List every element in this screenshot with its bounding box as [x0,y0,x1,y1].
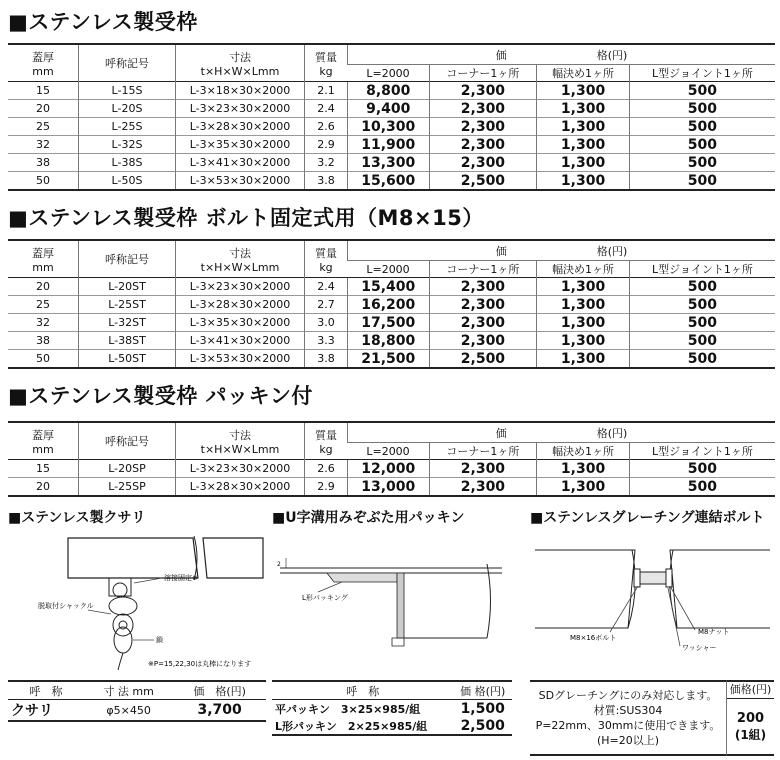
hdr-p3: 幅決め1ヶ所 [537,261,630,278]
table-cell: 2,300 [429,154,537,172]
table-cell: 1,300 [537,478,630,497]
table-cell: 8,800 [348,82,430,100]
table-row [8,350,775,369]
hdr-dim: 寸法 t×H×W×Lmm [176,422,305,460]
table-cell: 15,400 [348,278,430,296]
table-cell: L-3×23×30×2000 [176,100,305,118]
table-cell: 1,300 [537,172,630,191]
hdr-p2: コーナー1ヶ所 [429,261,537,278]
hdr-thickness: 蓋厚 mm [32,246,54,274]
table-cell: 2,300 [429,314,537,332]
table-row [8,296,775,314]
table-cell: 15 [8,460,79,478]
table-cell: 1,300 [537,154,630,172]
chain-hdr-price: 価 格(円) [193,684,246,698]
table-cell: 500 [629,478,775,497]
table-cell: 3.8 [305,350,348,369]
table-cell: 13,000 [348,478,430,497]
hdr-price: 価 格(円) [348,240,776,261]
table-cell: 500 [629,154,775,172]
chain-dim: φ5×450 [84,700,173,722]
bolt-label-washer: ワッシャー [682,644,717,652]
table-cell: 12,000 [348,460,430,478]
table-cell: L-3×53×30×2000 [176,350,305,369]
hdr-weight: 質量 kg [305,422,348,460]
hdr-p4: L型ジョイント1ヶ所 [629,261,775,278]
hdr-code: 呼称記号 [79,44,176,82]
table-cell: L-3×28×30×2000 [176,118,305,136]
table-cell: 2,300 [429,296,537,314]
table-cell: L-25SP [79,478,176,497]
table-cell: 2.4 [305,278,348,296]
table-cell: 2.1 [305,82,348,100]
table-cell: L-3×23×30×2000 [176,460,305,478]
table-cell: 21,500 [348,350,430,369]
packing-price: 2,500 [453,717,512,735]
table-cell: 2,300 [429,278,537,296]
table-cell: L-32S [79,136,176,154]
table-cell: 500 [629,118,775,136]
price-table-1 [8,43,775,191]
table-cell: L-20SP [79,460,176,478]
table-cell: L-3×18×30×2000 [176,82,305,100]
table-row [8,100,775,118]
table-cell: 2,500 [429,172,537,191]
table-cell: 500 [629,82,775,100]
table-cell: L-3×28×30×2000 [176,478,305,497]
hdr-dim: 寸法 t×H×W×Lmm [176,240,305,278]
table-cell: 500 [629,100,775,118]
table-cell: 15 [8,82,79,100]
table-cell: 16,200 [348,296,430,314]
table-cell: 3.0 [305,314,348,332]
table-cell: 500 [629,350,775,369]
table-cell: 2,300 [429,100,537,118]
bolt-label-bolt: M8×16ボルト [570,634,617,642]
hdr-p1: L=2000 [348,443,430,460]
hdr-thickness: 蓋厚 mm [32,50,54,78]
table-cell: L-38S [79,154,176,172]
table-cell: 32 [8,136,79,154]
table-cell: 1,300 [537,100,630,118]
table-cell: L-25ST [79,296,176,314]
table-cell: 38 [8,332,79,350]
table-cell: 500 [629,172,775,191]
table-cell: 2,500 [429,350,537,369]
table-cell: L-15S [79,82,176,100]
hdr-p4: L型ジョイント1ヶ所 [629,443,775,460]
table-row [8,314,775,332]
table-cell: L-32ST [79,314,176,332]
table-cell: L-50ST [79,350,176,369]
table-cell: 2.6 [305,118,348,136]
hdr-weight: 質量 kg [305,240,348,278]
table-cell: 3.8 [305,172,348,191]
hdr-p3: 幅決め1ヶ所 [537,65,630,82]
packing-price: 1,500 [453,700,512,718]
table-row [8,172,775,191]
table-cell: 2,300 [429,460,537,478]
packing-hdr-price: 価 格(円) [460,684,506,698]
bolt-title: ■ステンレスグレーチング連結ボルト [530,510,765,526]
chain-label-chain: 鎖 [156,636,163,644]
table-cell: 10,300 [348,118,430,136]
table-cell: 25 [8,118,79,136]
table-cell: 2.6 [305,460,348,478]
table-cell: 2.4 [305,100,348,118]
table-cell: 38 [8,154,79,172]
table-cell: 1,300 [537,460,630,478]
bolt-price-head: 価格(円) [727,682,774,699]
table-cell: L-3×41×30×2000 [176,154,305,172]
hdr-dim: 寸法 t×H×W×Lmm [176,44,305,82]
chain-label-shackle: 脱取付シャックル [38,602,94,610]
chain-title: ■ステンレス製クサリ [8,510,146,526]
table-cell: L-3×41×30×2000 [176,332,305,350]
chain-name: クサリ [8,700,84,722]
table-cell: 2,300 [429,82,537,100]
table-cell: L-25S [79,118,176,136]
section-title-2: ■ステンレス製受枠 ボルト固定式用（M8×15） [8,206,484,230]
table-cell: 500 [629,332,775,350]
table-cell: 1,300 [537,136,630,154]
table-cell: 20 [8,100,79,118]
table-cell: 500 [629,314,775,332]
table-cell: 2,300 [429,136,537,154]
table-cell: 2.9 [305,136,348,154]
section-title-3: ■ステンレス製受枠 パッキン付 [8,384,313,408]
table-cell: 50 [8,350,79,369]
packing-label-l: L形パッキング [302,594,348,602]
table-cell: L-3×35×30×2000 [176,136,305,154]
table-cell: L-50S [79,172,176,191]
hdr-p1: L=2000 [348,65,430,82]
table-cell: 1,300 [537,296,630,314]
table-cell: 1,300 [537,314,630,332]
table-cell: 2.9 [305,478,348,497]
packing-label-dim: 2 [277,561,281,568]
bolt-price-box [726,680,774,756]
bolt-label-nut: M8ナット [698,628,730,636]
hdr-weight: 質量 kg [305,44,348,82]
table-cell: L-3×28×30×2000 [176,296,305,314]
packing-hdr-name: 呼 称 [346,684,380,698]
table-cell: 25 [8,296,79,314]
price-table-3 [8,421,775,497]
hdr-thickness: 蓋厚 mm [32,428,54,456]
table-cell: L-20ST [79,278,176,296]
table-cell: 3.2 [305,154,348,172]
table-row [8,82,775,100]
table-cell: 2,300 [429,332,537,350]
hdr-p1: L=2000 [348,261,430,278]
table-cell: L-3×53×30×2000 [176,172,305,191]
table-cell: L-3×23×30×2000 [176,278,305,296]
table-row [8,278,775,296]
bolt-price-unit: (1組) [734,728,767,742]
hdr-p2: コーナー1ヶ所 [429,443,537,460]
table-cell: 2.7 [305,296,348,314]
table-cell: 1,300 [537,332,630,350]
table-cell: 1,300 [537,82,630,100]
table-cell: L-20S [79,100,176,118]
hdr-p4: L型ジョイント1ヶ所 [629,65,775,82]
table-cell: 20 [8,278,79,296]
table-cell: 500 [629,278,775,296]
table-cell: 3.3 [305,332,348,350]
chain-note: ※P=15,22,30は丸棒になります [148,660,252,668]
packing-table [272,680,512,736]
table-row [8,136,775,154]
bolt-desc: SDグレーチングにのみ対応します。 材質:SUS304 P=22mm、30mmに使用できます。 (H=20以上) [530,680,726,756]
packing-name: L形パッキン 2×25×985/組 [272,717,453,735]
table-row [8,154,775,172]
table-cell: 2,300 [429,478,537,497]
table-row [8,478,775,497]
table-cell: 1,300 [537,278,630,296]
table-cell: L-38ST [79,332,176,350]
table-cell: 32 [8,314,79,332]
hdr-p2: コーナー1ヶ所 [429,65,537,82]
section-title-1: ■ステンレス製受枠 [8,10,198,34]
packing-title: ■U字溝用みぞぶた用パッキン [272,510,465,526]
table-row [8,460,775,478]
bolt-price: 200 [736,711,765,726]
table-cell: 1,300 [537,118,630,136]
price-table-2 [8,239,775,369]
chain-label-weld: 溶接固定※ [164,574,198,582]
table-cell: 15,600 [348,172,430,191]
hdr-p3: 幅決め1ヶ所 [537,443,630,460]
hdr-price: 価 格(円) [348,422,776,443]
bolt-diagram [530,530,775,670]
table-cell: 2,300 [429,118,537,136]
hdr-code: 呼称記号 [79,422,176,460]
table-cell: 11,900 [348,136,430,154]
table-row [8,118,775,136]
table-cell: 9,400 [348,100,430,118]
table-row [8,332,775,350]
chain-hdr-dim: 寸 法 mm [103,684,154,698]
table-cell: 18,800 [348,332,430,350]
chain-diagram [8,528,270,670]
chain-price: 3,700 [173,700,266,722]
chain-table [8,680,266,722]
hdr-price: 価 格(円) [348,44,776,65]
table-cell: 500 [629,296,775,314]
table-cell: 1,300 [537,350,630,369]
table-cell: 13,300 [348,154,430,172]
chain-hdr-name: 呼 称 [29,684,63,698]
table-cell: 500 [629,460,775,478]
hdr-code: 呼称記号 [79,240,176,278]
table-cell: 17,500 [348,314,430,332]
table-cell: 50 [8,172,79,191]
table-cell: 20 [8,478,79,497]
packing-diagram [272,530,512,670]
table-cell: 500 [629,136,775,154]
packing-name: 平パッキン 3×25×985/組 [272,700,453,718]
table-cell: L-3×35×30×2000 [176,314,305,332]
